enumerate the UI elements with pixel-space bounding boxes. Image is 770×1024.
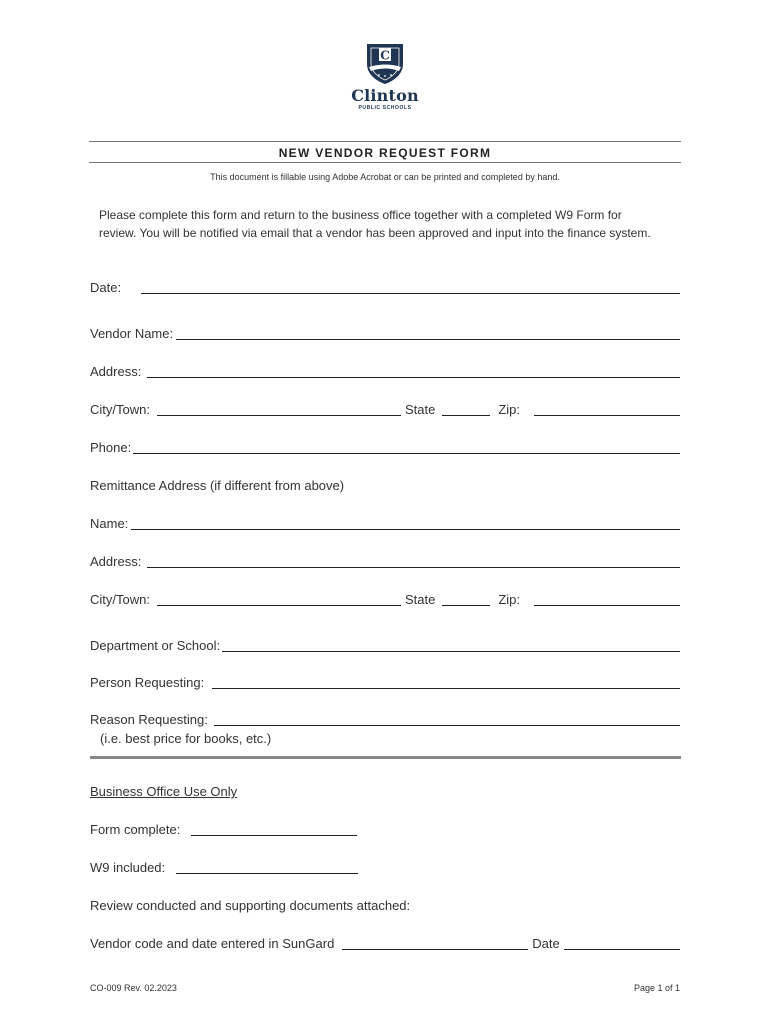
person-requesting-field[interactable] <box>212 687 680 689</box>
zip-label: Zip: <box>498 402 520 417</box>
reason-requesting-field[interactable] <box>214 724 680 726</box>
form-complete-row <box>90 816 680 838</box>
address-field[interactable] <box>147 376 680 378</box>
remittance-heading: Remittance Address (if different from above) <box>90 478 345 493</box>
shield-crest-icon <box>362 40 408 86</box>
phone-label: Phone: <box>90 440 132 455</box>
business-office-heading: Business Office Use Only <box>90 784 238 799</box>
form-title: NEW VENDOR REQUEST FORM <box>278 146 492 160</box>
remit-city-town-field[interactable] <box>157 604 401 606</box>
city-town-field[interactable] <box>157 414 401 416</box>
vendor-name-row <box>90 320 680 342</box>
vendor-name-label: Vendor Name: <box>90 326 174 341</box>
address-row <box>90 358 680 380</box>
logo-subtitle: PUBLIC SCHOOLS <box>358 105 412 111</box>
remit-address-label: Address: <box>90 554 142 569</box>
phone-field[interactable] <box>133 452 680 454</box>
remit-zip-field[interactable] <box>534 604 680 606</box>
department-row <box>90 632 680 654</box>
title-bottom-rule <box>89 162 681 163</box>
school-logo <box>0 40 770 111</box>
svg-text:C: C <box>380 48 390 63</box>
remit-zip-label: Zip: <box>498 592 520 607</box>
business-office-heading-row <box>90 778 680 800</box>
state-label: State <box>404 402 436 417</box>
remit-state-label: State <box>404 592 436 607</box>
remit-address-row <box>90 548 680 570</box>
phone-row <box>90 434 680 456</box>
form-complete-field[interactable] <box>191 834 357 836</box>
remit-name-label: Name: <box>90 516 129 531</box>
footer-page-number: Page 1 of 1 <box>633 983 680 993</box>
w9-included-field[interactable] <box>176 872 358 874</box>
form-subtitle: This document is fillable using Adobe Acrobat or can be printed and completed by hand. <box>210 172 560 182</box>
remit-name-field[interactable] <box>131 528 680 530</box>
form-complete-label: Form complete: <box>90 822 181 837</box>
zip-field[interactable] <box>534 414 680 416</box>
remittance-heading-row <box>90 472 680 494</box>
section-divider <box>90 756 681 759</box>
remit-city-town-label: City/Town: <box>90 592 150 607</box>
remit-address-field[interactable] <box>147 566 680 568</box>
review-label: Review conducted and supporting documents attached: <box>90 898 411 913</box>
department-label: Department or School: <box>90 638 221 653</box>
w9-included-label: W9 included: <box>90 860 166 875</box>
person-requesting-row <box>90 669 680 691</box>
title-top-rule <box>89 141 681 142</box>
reason-requesting-label: Reason Requesting: <box>90 712 208 727</box>
address-label: Address: <box>90 364 142 379</box>
reason-requesting-row <box>90 706 680 728</box>
reason-hint: (i.e. best price for books, etc.) <box>100 731 272 746</box>
logo-name: Clinton <box>351 86 419 105</box>
form-intro: Please complete this form and return to the business office together with a completed W9 Form for review. You will be notified via email that a vendor has been approved and input into the finance system. <box>99 208 651 240</box>
department-field[interactable] <box>222 650 680 652</box>
person-requesting-label: Person Requesting: <box>90 675 205 690</box>
date-label: Date: <box>90 280 122 295</box>
date-row <box>90 274 680 296</box>
state-field[interactable] <box>442 414 490 416</box>
city-state-zip-row <box>90 396 680 418</box>
vendor-name-field[interactable] <box>176 338 680 340</box>
w9-included-row <box>90 854 680 876</box>
remit-name-row <box>90 510 680 532</box>
vendor-code-date-field[interactable] <box>564 948 680 950</box>
footer-revision: CO-009 Rev. 02.2023 <box>90 983 177 993</box>
remit-city-state-zip-row <box>90 586 680 608</box>
date-field[interactable] <box>141 292 680 294</box>
vendor-code-date-label: Date <box>532 936 560 951</box>
remit-state-field[interactable] <box>442 604 490 606</box>
vendor-code-label: Vendor code and date entered in SunGard <box>90 936 335 951</box>
vendor-code-row <box>90 930 680 952</box>
vendor-code-field[interactable] <box>342 948 528 950</box>
city-town-label: City/Town: <box>90 402 150 417</box>
review-row <box>90 892 680 914</box>
